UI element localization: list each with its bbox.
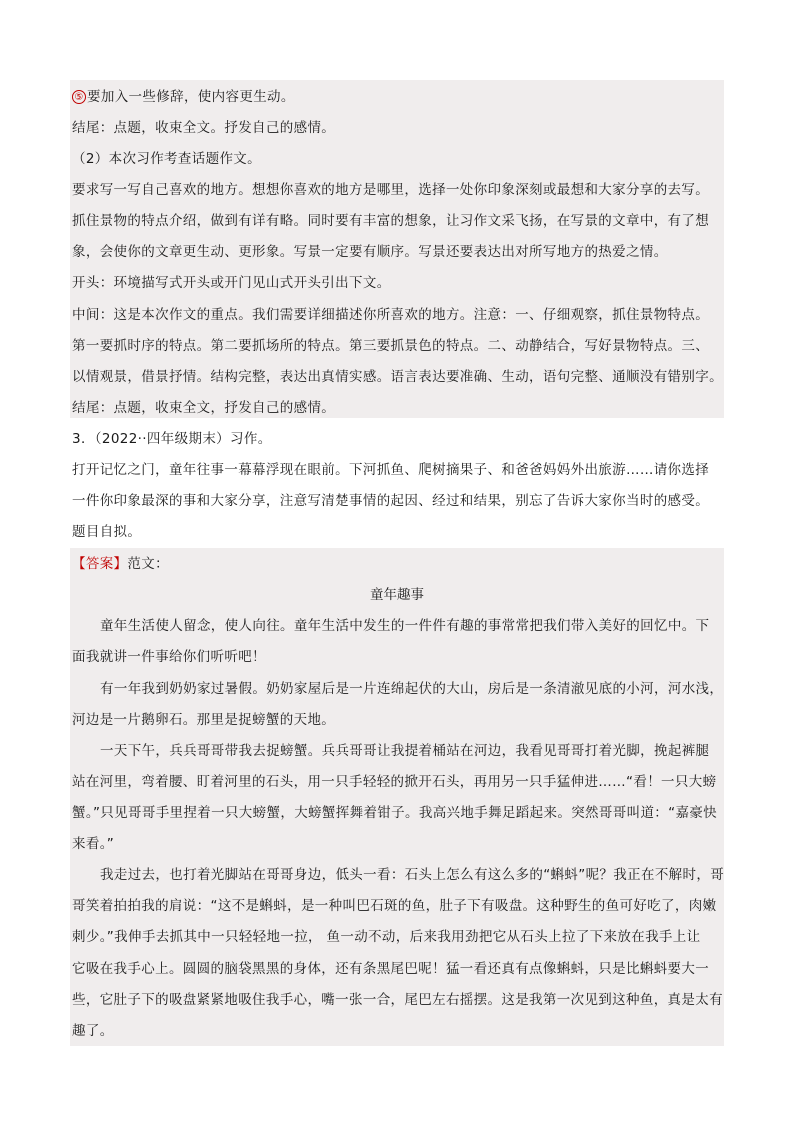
analysis-line: 结尾：点题，收束全文，抒发自己的感情。 xyxy=(72,400,336,416)
essay-line: 来看。” xyxy=(72,836,115,852)
analysis-line: （2）本次习作考查话题作文。 xyxy=(72,151,261,167)
analysis-line: 要求写一写自己喜欢的地方。想想你喜欢的地方是哪里，选择一处你印象深刻或最想和大家分享的去写。 xyxy=(72,182,710,198)
analysis-line: 象，会使你的文章更生动、更形象。写景一定要有顺序。写景还要表达出对所写地方的热爱之情。 xyxy=(72,244,668,260)
essay-line: 站在河里，弯着腰、盯着河里的石头，用一只手轻轻的掀开石头，再用另一只手猛伸进……“看！一只大螃 xyxy=(72,774,717,790)
analysis-line: 开头：环境描写式开头或开门见山式开头引出下文。 xyxy=(72,275,391,291)
analysis-line: 以情观景，借景抒情。结构完整，表达出真情实感。语言表达要准确、生动，语句完整、通顺没有错别字。 xyxy=(72,369,723,385)
essay-line: 河边是一片鹅卵石。那里是捉螃蟹的天地。 xyxy=(72,712,336,728)
essay-line: 童年生活使人留念，使人向往。童年生活中发生的一件件有趣的事常常把我们带入美好的回忆中。下 xyxy=(100,618,710,634)
essay-line: 我走过去，也打着光脚站在哥哥身边，低头一看：石头上怎么有这么多的“蝌蚪”呢？我正在不解时，哥 xyxy=(100,867,725,883)
question-line: 题目自拟。 xyxy=(72,524,142,540)
essay-line: 它吸在我手心上。圆圆的脑袋黑黑的身体，还有条黑尾巴呢！猛一看还真有点像蝌蚪，只是比蝌蚪要大一 xyxy=(72,961,710,977)
essay-line: 刺少。”我伸手去抓其中一只轻轻地一拉， 鱼一动不动，后来我用劲把它从石头上拉了下来放在我手上让 xyxy=(72,929,701,945)
question-line: 打开记忆之门，童年往事一幕幕浮现在眼前。下河抓鱼、爬树摘果子、和爸爸妈妈外出旅游……请你选择 xyxy=(72,462,710,478)
analysis-line: 中间：这是本次作文的重点。我们需要详细描述你所喜欢的地方。注意：一、仔细观察，抓住景物特点。 xyxy=(72,307,710,323)
essay-line: 蟹。”只见哥哥手里捏着一只大螃蟹，大螃蟹挥舞着钳子。我高兴地手舞足蹈起来。突然哥哥叫道：“嘉豪快 xyxy=(72,805,718,821)
essay-line: 些，它肚子下的吸盘紧紧地吸住我手心，嘴一张一合，尾巴左右摇摆。这是我第一次见到这种鱼，真是太有 xyxy=(72,992,723,1008)
essay-line: 有一年我到奶奶家过暑假。奶奶家屋后是一片连绵起伏的大山，房后是一条清澈见底的小河，河水浅， xyxy=(100,681,724,697)
analysis-line: 抓住景物的特点介绍，做到有详有略。同时要有丰富的想象，让习作文采飞扬，在写景的文章中，有了想 xyxy=(72,213,710,229)
question-line: 一件你印象最深的事和大家分享，注意写清楚事情的起因、经过和结果，别忘了告诉大家你当时的感受。 xyxy=(72,493,710,509)
analysis-line: 第一要抓时序的特点。第二要抓场所的特点。第三要抓景色的特点。二、动静结合，写好景物特点。三、 xyxy=(72,338,710,354)
analysis-line: ⑤ 要加入一些修辞，使内容更生动。 xyxy=(72,88,295,106)
essay-line: 一天下午，兵兵哥哥带我去捉螃蟹。兵兵哥哥让我提着桶站在河边，我看见哥哥打着光脚，挽起裤腿 xyxy=(100,743,710,759)
essay-line: 哥笑着拍拍我的肩说：“这不是蝌蚪，是一种叫巴石斑的鱼，肚子下有吸盘。这种野生的鱼可好吃了，肉嫩 xyxy=(72,898,717,914)
circled-number-marker: ⑤ xyxy=(72,90,86,104)
essay-line: 趣了。 xyxy=(72,1023,114,1039)
answer-label: 【答案】范文： xyxy=(72,556,169,572)
question-heading: 3．（2022··四年级期末）习作。 xyxy=(72,431,272,447)
essay-title: 童年趣事 xyxy=(370,587,424,603)
analysis-line: 结尾：点题，收束全文。抒发自己的感情。 xyxy=(72,120,336,136)
essay-line: 面我就讲一件事给你们听听吧！ xyxy=(72,649,266,665)
